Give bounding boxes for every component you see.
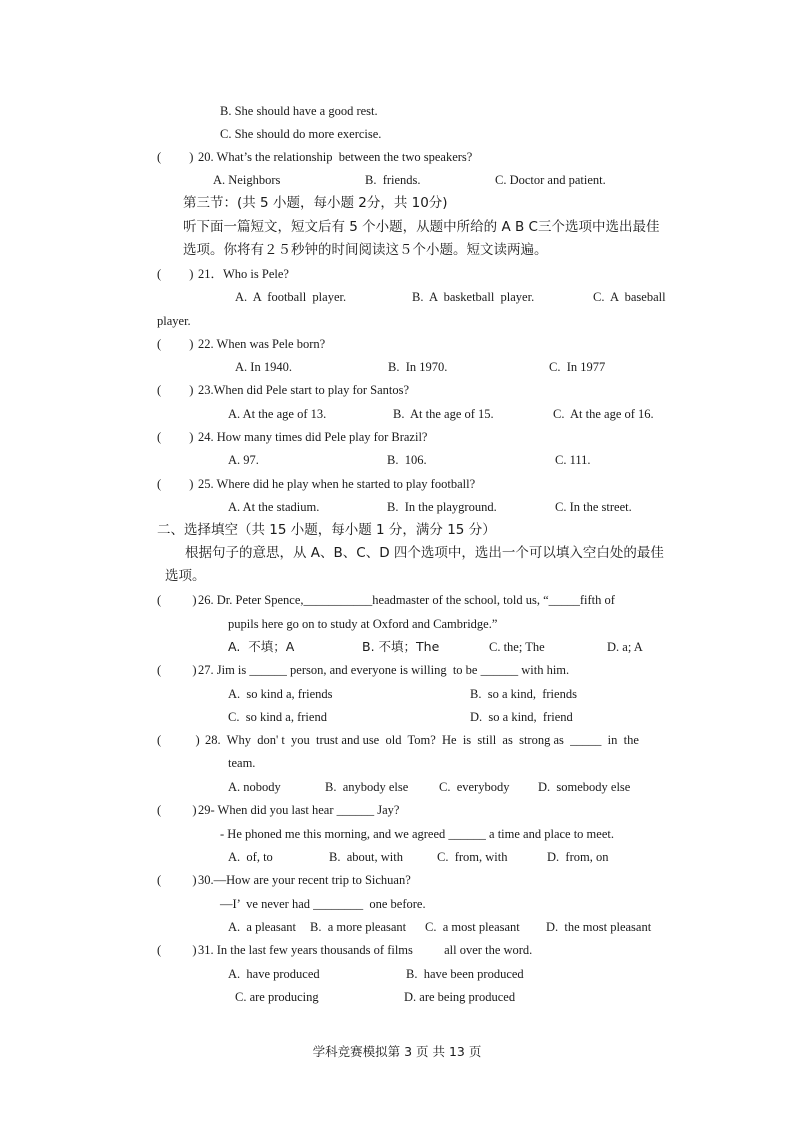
q20-option-b: B. friends. [365,173,421,187]
q23-option-c: C. At the age of 16. [553,407,654,421]
q30-option-d: D. the most pleasant [546,920,652,934]
q28-option-d: D. somebody else [538,780,631,794]
q22-option-c: C. In 1977 [549,360,606,374]
q27-option-d: D. so a kind, friend [470,710,573,724]
q20-option-c: C. Doctor and patient. [495,173,606,187]
q23-option-a: A. At the age of 13. [228,407,327,421]
q20-question: 20. What’s the relationship between the two speakers? [198,150,473,164]
q27-option-c: C. so kind a, friend [228,710,327,724]
section3-instruction-line1: 听下面一篇短文，短文后有 5 个小题，从题中所给的 A B C三个选项中选出最佳 [183,219,660,235]
q23-answer-blank: ( ) [157,383,194,397]
q25-question: 25. Where did he play when he started to play football? [198,477,476,491]
q21-option-c: C. A baseball [593,290,666,304]
q21-option-b: B. A basketball player. [412,290,535,304]
q30-option-a: A. a pleasant [228,920,297,934]
q22-option-a: A. In 1940. [235,360,292,374]
q25-option-c: C. In the street. [555,500,632,514]
q29-option-a: A. of, to [228,850,273,864]
q23-option-b: B. At the age of 15. [393,407,494,421]
page-number-label: 学科竞赛模拟第 3 页 共 13 页 [312,1044,482,1059]
q24-option-c: C. 111. [555,453,591,467]
q30-reply: —I’ ve never had ________ one before. [220,897,426,911]
q27-option-b: B. so a kind, friends [470,687,577,701]
q27-question: 27. Jim is ______ person, and everyone is willing to be ______ with him. [198,663,570,677]
q31-option-c: C. are producing [235,990,319,1004]
q28-question-continued: team. [228,756,256,770]
part2-instruction-line2: 选项。 [165,568,206,584]
q21-option-c-continued: player. [157,314,191,328]
q21-question: 21．Who is Pele? [198,267,289,281]
q31-option-b: B. have been produced [406,967,524,981]
section3-instruction-line2: 选项。你将有２５秒钟的时间阅读这５个小题。短文读两遍。 [183,242,548,258]
q25-option-a: A. At the stadium. [228,500,320,514]
q21-option-a: A. A football player. [235,290,347,304]
q25-answer-blank: ( ) [157,477,194,491]
q29-reply: - He phoned me this morning, and we agreed ______ a time and place to meet. [220,827,614,841]
q19-option-b: B. She should have a good rest. [220,104,378,118]
q27-option-a: A. so kind a, friends [228,687,333,701]
q31-question: 31. In the last few years thousands of films all over the word. [198,943,533,957]
q25-option-b: B. In the playground. [387,500,497,514]
page-footer [0,1042,794,1060]
q20-option-a: A. Neighbors [213,173,281,187]
q24-option-b: B. 106. [387,453,427,467]
q28-answer-blank: ( ) [157,733,200,747]
q21-answer-blank: ( ) [157,267,194,281]
q27-answer-blank: ( ) [157,663,197,677]
q28-option-b: B. anybody else [325,780,409,794]
q29-question: 29- When did you last hear ______ Jay? [198,803,400,817]
q29-option-d: D. from, on [547,850,609,864]
q22-answer-blank: ( ) [157,337,194,351]
q26-question: 26. Dr. Peter Spence,___________headmaster of the school, told us, “_____fifth of [198,593,615,607]
q31-option-d: D. are being produced [404,990,516,1004]
q20-answer-blank: ( ) [157,150,194,164]
part2-instruction-line1: 根据句子的意思，从 A、B、C、D 四个选项中，选出一个可以填入空白处的最佳 [185,545,664,561]
q30-option-c: C. a most pleasant [425,920,520,934]
q29-option-b: B. about, with [329,850,403,864]
q26-option-b: B. 不填；The [362,639,440,654]
q26-answer-blank: ( ) [157,593,197,607]
q24-question: 24. How many times did Pele play for Brazil? [198,430,428,444]
section3-title: 第三节：(共 5 小题，每小题 2分，共 10分) [183,195,448,211]
q28-option-a: A. nobody [228,780,281,794]
q31-answer-blank: ( ) [157,943,197,957]
q24-option-a: A. 97. [228,453,259,467]
q30-option-b: B. a more pleasant [310,920,407,934]
q26-option-c: C. the; The [489,640,545,654]
q30-question: 30.—How are your recent trip to Sichuan? [198,873,411,887]
q29-answer-blank: ( ) [157,803,197,817]
q23-question: 23.When did Pele start to play for Santos? [198,383,410,397]
q29-option-c: C. from, with [437,850,508,864]
q28-question: 28. Why don' t you trust and use old Tom? He is still as strong as _____ in the [205,733,639,747]
q19-option-c: C. She should do more exercise. [220,127,382,141]
q24-answer-blank: ( ) [157,430,194,444]
part2-title: 二、选择填空（共 15 小题，每小题 1 分，满分 15 分） [157,522,496,538]
q31-option-a: A. have produced [228,967,320,981]
q26-question-continued: pupils here go on to study at Oxford and Cambridge.” [228,617,498,631]
q26-option-a: A. 不填；A [228,639,295,654]
q28-option-c: C. everybody [439,780,510,794]
q22-option-b: B. In 1970. [388,360,448,374]
q22-question: 22. When was Pele born? [198,337,326,351]
q26-option-d: D. a; A [607,640,643,654]
q30-answer-blank: ( ) [157,873,197,887]
